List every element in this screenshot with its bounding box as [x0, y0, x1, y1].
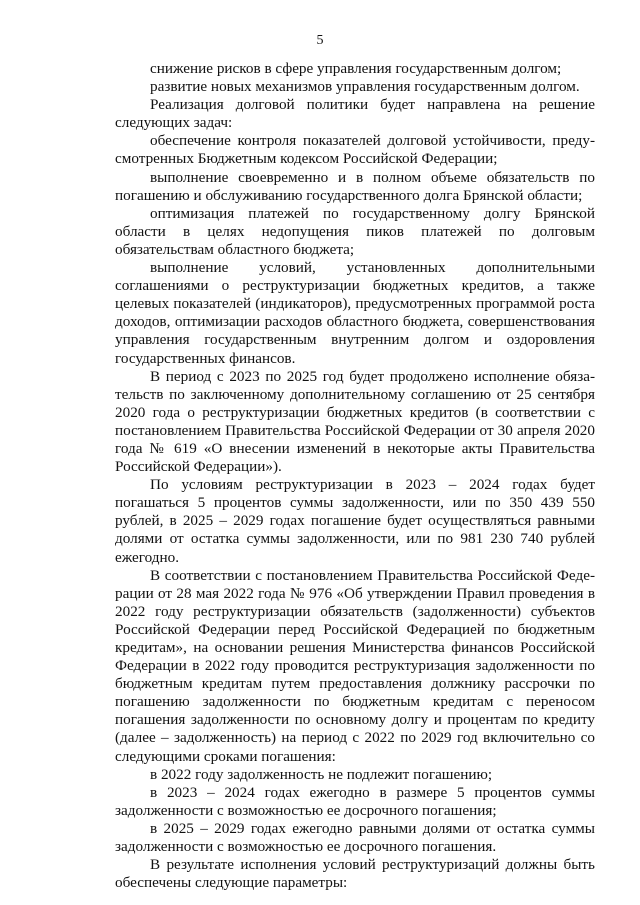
document-body — [115, 60, 595, 892]
paragraph: выполнение условий, установленных дополнительными соглашениями о реструктуризации бюджетных кредитов, а также целевых показателей (индикаторов), предусмотренных программой роста доходов, оптимизации расходов областного бюджета, совершенствования управления государственным внутренним долгом и оздоровления государственных финансов. — [115, 259, 595, 367]
paragraph: в 2025 – 2029 годах ежегодно равными долями от остатка суммы задолженности с возможностью ее досрочного погашения. — [115, 819, 595, 856]
paragraph: По условиям реструктуризации в 2023 – 2024 годах будет погашаться 5 процентов суммы задолженности, или по 350 439 550 рублей, в 2025 – 2029 годах погашение будет осуществляться равными долями от остатка суммы задолженности, или по 981 230 740 рублей ежегодно. — [115, 476, 595, 566]
paragraph: выполнение своевременно и в полном объеме обязательств по погашению и обслуживанию государственного долга Брянской области; — [115, 168, 595, 204]
paragraph: в 2022 году задолженность не подлежит погашению; — [150, 765, 493, 783]
paragraph: В период с 2023 по 2025 год будет продолжено исполнение обязательств по заключенному дополнительному соглашению от 25 сентября 2020 года о реструктуризации бюджетных кредитов (в соответствии с постановлением Правительства Российской Федерации от 30 апреля 2020 года № 619 «О внесении изменений в некоторые акты Правительства Российской Федерации»). — [115, 367, 595, 476]
paragraph: В результате исполнения условий реструктуризаций должны быть обеспечены следующие параметры: — [115, 856, 595, 892]
paragraph: Реализация долговой политики будет направлена на решение следующих задач: — [115, 96, 595, 132]
paragraph: в 2023 – 2024 годах ежегодно в размере 5 процентов суммы задолженности с возможностью ее досрочного погашения; — [115, 783, 595, 819]
paragraph: оптимизация платежей по государственному долгу Брянской области в целях недопущения пиков платежей по долговым обязательствам областного бюджета; — [115, 204, 595, 258]
paragraph: обеспечение контроля показателей долговой устойчивости, предусмотренных Бюджетным кодексом Российской Федерации; — [115, 132, 595, 168]
paragraph: В соответствии с постановлением Правительства Российской Федерации от 28 мая 2022 года № 976 «Об утверждении Правил проведения в 2022 году реструктуризации обязательств (задолженности) субъектов Российской Федерации перед Российской Федерацией по бюджетным кредитам», на основании решения Министерства финансов Российской Федерации в 2022 году проводится реструктуризация задолженности по бюджетным кредитам путем предоставления должнику рассрочки по погашению задолженности по бюджетным кредитам с переносом погашения задолженности по основному долгу и процентам по кредиту (далее – задолженность) на период с 2022 по 2029 год включительно со следующими сроками погашения: — [115, 566, 595, 765]
paragraph: снижение рисков в сфере управления государственным долгом; — [150, 60, 562, 77]
paragraph: развитие новых механизмов управления государственным долгом. — [150, 78, 580, 96]
page-number: 5 — [316, 33, 324, 48]
